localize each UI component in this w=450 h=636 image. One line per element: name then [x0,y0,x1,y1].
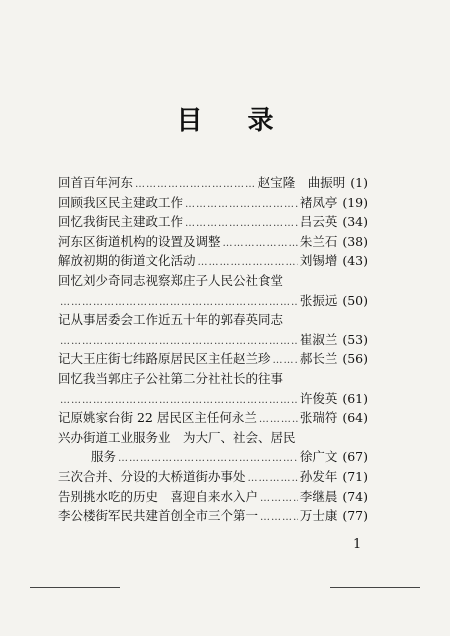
entry-page: (43) [342,253,368,269]
toc-entry[interactable] [58,173,368,193]
entry-author: 万士康 [299,508,338,524]
entry-author: 刘锡增 [299,253,338,269]
table-of-contents [58,173,368,526]
entry-title: 回首百年河东 [58,175,134,190]
toc-entry[interactable] [58,487,368,507]
toc-entry[interactable] [58,251,368,271]
entry-title: 三次合并、分设的大桥道街办事处 [58,468,246,484]
footer-rule-right [330,587,420,588]
entry-author: 张瑞符 [299,410,338,426]
entry-title: 告别挑水吃的历史 喜迎自来水入户 [58,488,259,504]
toc-entry[interactable] [58,193,368,213]
toc-entry[interactable] [58,349,368,369]
entry-page: (50) [342,292,368,308]
entry-title: 记大王庄街七纬路原居民区主任赵兰珍 [58,351,271,367]
entry-page: (61) [342,390,368,406]
entry-author: 徐广文 [299,449,338,465]
entry-title: 河东区街道机构的设置及调整 [58,233,221,249]
entry-title: 回顾我区民主建政工作 [58,194,184,210]
toc-entry[interactable] [58,506,368,526]
dot-leader [260,508,298,528]
entry-title: 回忆我当郭庄子公社第二分社社长的往事 [58,370,284,386]
entry-author: 吕云英 [299,214,338,230]
entry-author: 郝长兰 [299,351,338,367]
toc-entry[interactable] [58,369,368,408]
entry-author: 张振远 [299,292,338,308]
entry-page: (38) [342,233,368,249]
entry-author: 孙发年 [299,468,338,484]
entry-page: (67) [342,449,368,465]
entry-title: 兴办街道工业服务业 为大厂、社会、居民 [58,429,296,445]
footer-rule-left [30,587,120,588]
entry-title: 李公楼街军民共建首创全市三个第一 [58,508,259,524]
entry-title: 解放初期的街道文化活动 [58,253,196,269]
toc-entry[interactable] [58,408,368,428]
toc-entry[interactable] [58,310,368,349]
entry-page: (19) [342,194,368,210]
entry-author: 李继晨 [299,488,338,504]
entry-page: (1) [350,175,368,190]
entry-author: 许俊英 [299,390,338,406]
entry-title: 回忆刘少奇同志视察郑庄子人民公社食堂 [58,272,284,288]
entry-title: 记从事居委会工作近五十年的郭春英同志 [58,312,284,328]
toc-entry[interactable] [58,232,368,252]
entry-page: (53) [342,331,368,347]
entry-title: 回忆我街民主建政工作 [58,214,184,230]
page-title: 目 录 [176,106,292,136]
entry-author: 崔淑兰 [299,331,338,347]
entry-page: (56) [342,351,368,367]
entry-title: 记原姚家台街 22 居民区主任何永兰 [58,410,257,426]
toc-entry[interactable] [58,428,368,467]
entry-author: 朱兰石 [299,233,338,249]
toc-entry[interactable] [58,271,368,310]
entry-author: 赵宝隆 曲振明 [257,175,346,190]
entry-page: (77) [342,508,368,524]
entry-page: (34) [342,214,368,230]
toc-entry[interactable] [58,212,368,232]
entry-title-continued: 服务 [91,449,117,465]
entry-page: (74) [342,488,368,504]
toc-entry[interactable] [58,467,368,487]
entry-page: (64) [342,410,368,426]
entry-author: 褚凤亭 [299,194,338,210]
page-number: 1 [353,537,362,552]
entry-page: (71) [342,468,368,484]
